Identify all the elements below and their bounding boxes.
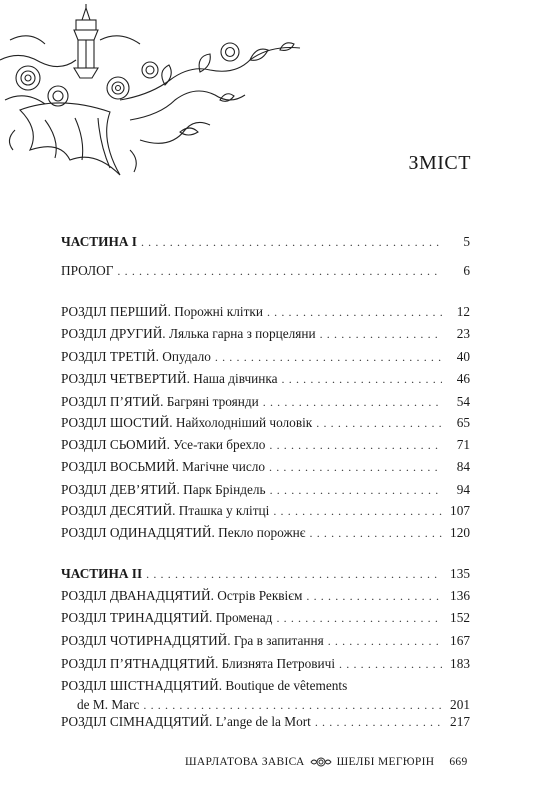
toc-entry-title: РОЗДІЛ ОДИНАДЦЯТИЙ. Пекло порожнє bbox=[61, 525, 306, 540]
toc-entry-title: РОЗДІЛ ДВАНАДЦЯТИЙ. Острів Реквієм bbox=[61, 588, 303, 603]
toc-entry-title: ЧАСТИНА І bbox=[61, 234, 137, 249]
dot-leader bbox=[310, 524, 443, 542]
toc-entry bbox=[61, 502, 470, 520]
toc-entry-title: РОЗДІЛ ШОСТИЙ. Найхолодніший чоловік bbox=[61, 415, 313, 430]
toc-entry-page: 54 bbox=[456, 394, 470, 409]
dot-leader bbox=[282, 370, 442, 388]
contents-heading: ЗМІСТ bbox=[408, 152, 471, 174]
toc-entry-page: 46 bbox=[456, 371, 470, 386]
dot-leader bbox=[328, 632, 442, 650]
toc-entry bbox=[61, 632, 470, 650]
toc-entry bbox=[61, 325, 470, 343]
toc-entry bbox=[61, 414, 470, 432]
toc-entry bbox=[61, 348, 470, 366]
toc-entry-title: ЧАСТИНА ІІ bbox=[61, 566, 143, 581]
book-title: ШАРЛАТОВА ЗАВІСА bbox=[185, 756, 305, 768]
toc-entry-title: РОЗДІЛ ПЕРШИЙ. Порожні клітки bbox=[61, 304, 263, 319]
toc-entry-title: РОЗДІЛ ВОСЬМИЙ. Магічне число bbox=[61, 459, 266, 474]
dot-leader bbox=[269, 458, 442, 476]
author-name: ШЕЛБІ МЕГЮРІН bbox=[336, 756, 435, 768]
dot-leader bbox=[273, 502, 442, 520]
toc-entry bbox=[61, 524, 470, 542]
toc-entry-page: 23 bbox=[456, 326, 470, 341]
dot-leader bbox=[215, 348, 442, 366]
toc-entry-title: ПРОЛОГ bbox=[61, 263, 114, 278]
toc-entry-title: РОЗДІЛ ТРИНАДЦЯТИЙ. Променад bbox=[61, 610, 273, 625]
toc-entry-title: РОЗДІЛ ДРУГИЙ. Лялька гарна з порцеляни bbox=[61, 326, 316, 341]
toc-entry-page: 5 bbox=[463, 234, 470, 249]
toc-entry-title: РОЗДІЛ СІМНАДЦЯТИЙ. L’ange de la Mort bbox=[61, 714, 311, 729]
toc-entry-title: РОЗДІЛ П’ЯТИЙ. Багряні троянди bbox=[61, 394, 259, 409]
toc-entry-page: 152 bbox=[450, 610, 470, 625]
toc-entry-title: РОЗДІЛ ЧЕТВЕРТИЙ. Наша дівчинка bbox=[61, 371, 278, 386]
toc-entry-page: 135 bbox=[450, 566, 470, 581]
toc-entry-page: 12 bbox=[456, 304, 470, 319]
toc-entry-page: 136 bbox=[450, 588, 470, 603]
toc-entry-page: 183 bbox=[450, 656, 470, 671]
dot-leader bbox=[117, 262, 442, 280]
toc-entry-title: РОЗДІЛ ШІСТНАДЦЯТИЙ. Boutique de vêtements bbox=[61, 678, 348, 693]
toc-entry-title: РОЗДІЛ ТРЕТІЙ. Опудало bbox=[61, 349, 211, 364]
toc-entry-page: 107 bbox=[450, 503, 470, 518]
toc-entry-page: 84 bbox=[456, 459, 470, 474]
rose-icon bbox=[310, 756, 332, 768]
toc-entry-page: 167 bbox=[450, 633, 470, 648]
toc-entry bbox=[61, 655, 470, 673]
toc-entry bbox=[61, 713, 470, 731]
dot-leader bbox=[146, 565, 442, 583]
dot-leader bbox=[316, 414, 442, 432]
toc-entry-page: 201 bbox=[450, 697, 470, 712]
toc-entry-continuation-line bbox=[61, 696, 470, 714]
toc-entry-page: 94 bbox=[456, 482, 470, 497]
dot-leader bbox=[339, 655, 442, 673]
toc-entry-title: РОЗДІЛ ДЕСЯТИЙ. Пташка у клітці bbox=[61, 503, 270, 518]
toc-entry bbox=[61, 609, 470, 627]
toc-part-entry bbox=[61, 565, 470, 583]
toc-part-entry bbox=[61, 233, 470, 251]
page-number: 669 bbox=[449, 756, 468, 768]
dot-leader bbox=[267, 303, 442, 321]
toc-entry-title: РОЗДІЛ ДЕВ’ЯТИЙ. Парк Бріндель bbox=[61, 482, 266, 497]
toc-entry bbox=[61, 262, 470, 280]
dot-leader bbox=[315, 713, 442, 731]
toc-entry-title-continuation: de M. Marc bbox=[77, 697, 140, 712]
toc-entry bbox=[61, 370, 470, 388]
dot-leader bbox=[270, 481, 442, 499]
running-footer bbox=[185, 756, 488, 768]
dot-leader bbox=[320, 325, 442, 343]
dot-leader bbox=[263, 393, 442, 411]
toc-entry bbox=[61, 393, 470, 411]
toc-entry-page: 40 bbox=[456, 349, 470, 364]
toc-entry-title: РОЗДІЛ ЧОТИРНАДЦЯТИЙ. Гра в запитання bbox=[61, 633, 324, 648]
dot-leader bbox=[276, 609, 442, 627]
toc-entry-title: РОЗДІЛ П’ЯТНАДЦЯТИЙ. Близнята Петровичі bbox=[61, 656, 336, 671]
toc-entry bbox=[61, 587, 470, 605]
dot-leader bbox=[306, 587, 442, 605]
toc-entry bbox=[61, 303, 470, 321]
toc-entry-page: 120 bbox=[450, 525, 470, 540]
toc-entry-page: 217 bbox=[450, 714, 470, 729]
toc-entry bbox=[61, 458, 470, 476]
dot-leader bbox=[269, 436, 442, 454]
toc-entry bbox=[61, 481, 470, 499]
decorative-ornament bbox=[0, 0, 310, 190]
toc-entry bbox=[61, 436, 470, 454]
toc-entry-page: 71 bbox=[456, 437, 470, 452]
toc-entry bbox=[61, 677, 470, 695]
dot-leader bbox=[143, 696, 442, 714]
dot-leader bbox=[141, 233, 442, 251]
toc-entry-page: 65 bbox=[456, 415, 470, 430]
toc-entry-page: 6 bbox=[463, 263, 470, 278]
toc-entry-title: РОЗДІЛ СЬОМИЙ. Усе-таки брехло bbox=[61, 437, 266, 452]
